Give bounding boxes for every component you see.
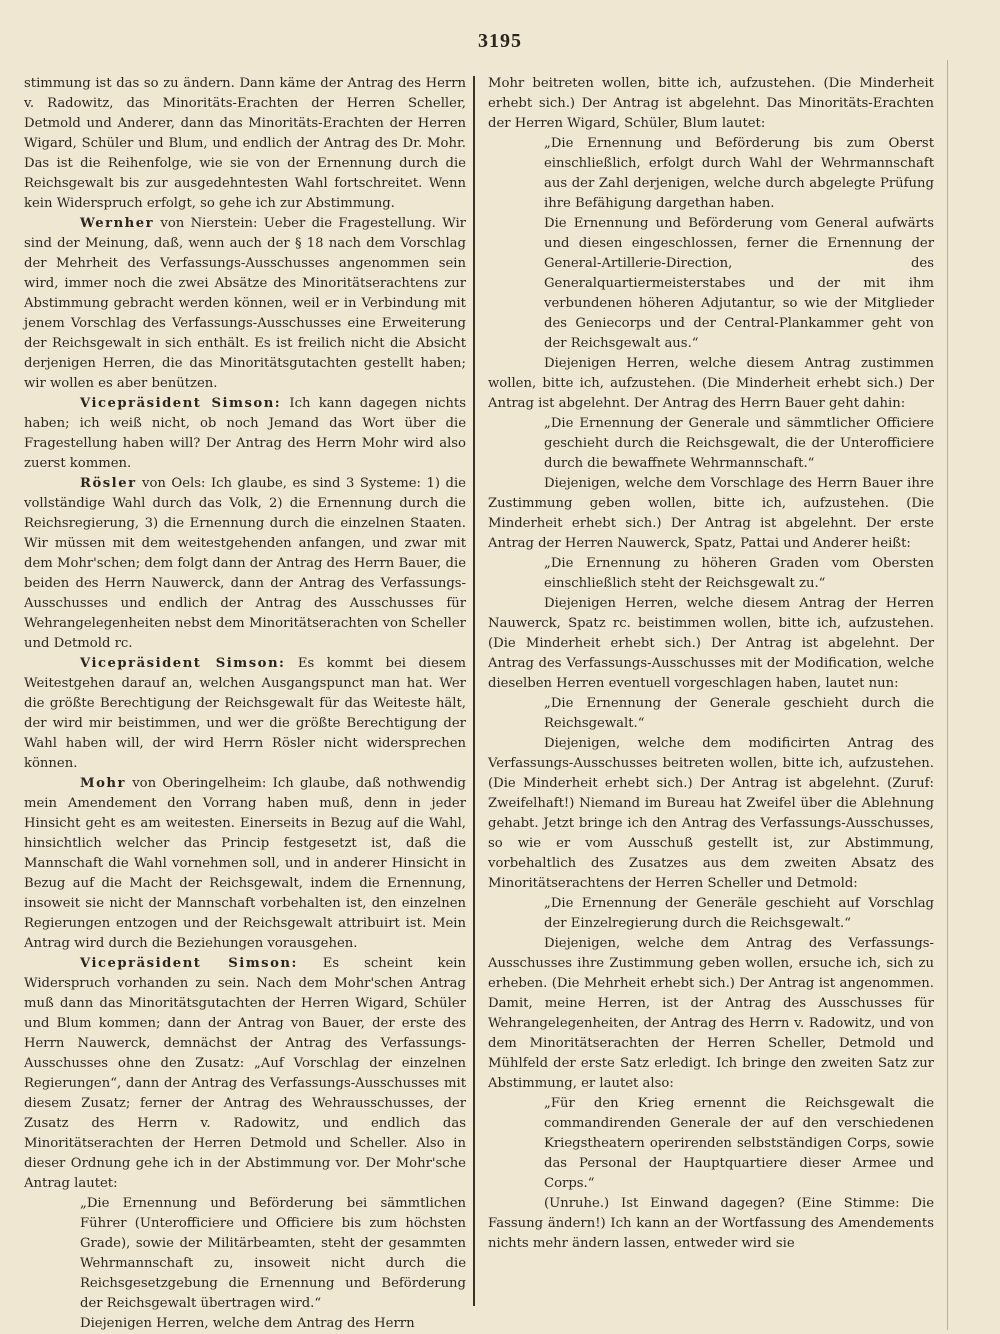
- speech-text: von Oels: Ich glaube, es sind 3 Systeme: 1) die vollständige Wahl durch das Volk, 2) die Ernennung durch die Reichsregierung, 3) die Ernennung durch die einzelnen Staaten. Wir müssen mit dem weitestgehenden anfangen, und zwar mit dem Mohr'schen; dem folgt dann der Antrag des Herrn Bauer, die beiden des Herrn Nauwerck, dann der Antrag des Verfassungs-Ausschusses und endlich der Antrag des Ausschusses für Wehrangelegenheiten nebst dem Minoritätserachten von Scheller und Detmold rc.: [24, 476, 466, 651]
- text-paragraph: Mohr beitreten wollen, bitte ich, aufzustehen. (Die Minderheit erhebt sich.) Der Antrag ist abgelehnt. Das Minoritäts-Erachten der Herren Wigard, Schüler, Blum lautet:: [488, 76, 934, 131]
- quoted-motion: „Die Ernennung und Beförderung bei sämmtlichen Führer (Unterofficiere und Officiere bis zum höchsten Grade), sowie der Militärbeamten, steht der gesammten Wehrmannschaft zu, insoweit nicht durch die Reichsgesetzgebung die Ernennung und Beförderung der Reichsgewalt übertragen wird.“: [80, 1196, 466, 1311]
- text-paragraph: stimmung ist das so zu ändern. Dann käme der Antrag des Herrn v. Radowitz, das Minoritäts-Erachten der Herren Scheller, Detmold und Anderer, dann das Minoritäts-Erachten der Herren Wigard, Schüler und Blum, und endlich der Antrag des Dr. Mohr. Das ist die Reihenfolge, wie sie von der Ernennung durch die Reichsgewalt bis zur ausgedehntesten Wahl fortschreitet. Wenn kein Widerspruch erfolgt, so gehe ich zur Abstimmung.: [24, 76, 466, 211]
- left-column: [24, 74, 466, 1331]
- speech-paragraph: [24, 654, 466, 774]
- speaker-name: Vicepräsident Simson:: [80, 656, 286, 671]
- quoted-motion: „Die Ernennung der Generale und sämmtlicher Officiere geschieht durch die Reichsgewalt, die der Unterofficiere durch die bewaffnete Wehrmannschaft.“: [544, 416, 934, 471]
- speech-text: Ich kann dagegen nichts haben; ich weiß nicht, ob noch Jemand das Wort über die Fragestellung haben will? Der Antrag des Herrn Mohr wird also zuerst kommen.: [24, 396, 466, 471]
- speaker-name: Vicepräsident Simson:: [80, 956, 298, 971]
- quoted-motion: „Die Ernennung und Beförderung bis zum Oberst einschließlich, erfolgt durch Wahl der Wehrmannschaft aus der Zahl derjenigen, welche durch abgelegte Prüfung ihre Befähigung dargethan haben.: [544, 136, 934, 211]
- speaker-name: Wernher: [80, 216, 155, 231]
- text-paragraph: Diejenigen Herren, welche dem Antrag des Herrn: [80, 1316, 415, 1331]
- quoted-motion: „Die Ernennung zu höheren Graden vom Obersten einschließlich steht der Reichsgewalt zu.“: [544, 556, 934, 591]
- speech-paragraph: [24, 954, 466, 1194]
- quoted-motion: Die Ernennung und Beförderung vom General aufwärts und diesen eingeschlossen, ferner die Ernennung der General-Artillerie-Direction, des Generalquartiermeisterstabes und der mit ihm verbundenen höheren Adjutantur, so wie der Mitglieder des Geniecorps und der Central-Plankammer geht von der Reichsgewalt aus.“: [544, 216, 934, 351]
- quoted-motion: „Die Ernennung der Generale geschieht durch die Reichsgewalt.“: [544, 696, 934, 731]
- speaker-name: Mohr: [80, 776, 126, 791]
- speech-paragraph: [24, 474, 466, 654]
- speech-text: Es scheint kein Widerspruch vorhanden zu sein. Nach dem Mohr'schen Antrag muß dann das Minoritätsgutachten der Herren Wigard, Schüler und Blum kommen; dann der Antrag von Bauer, der erste des Herrn Nauwerck, demnächst der Antrag des Verfassungs-Ausschusses ohne den Zusatz: „Auf Vorschlag der einzelnen Regierungen“, dann der Antrag des Verfassungs-Ausschusses mit diesem Zusatz; ferner der Antrag des Wehrausschusses, der Zusatz des Herrn v. Radowitz, und endlich das Minoritätserachten der Herren Detmold und Scheller. Also in dieser Ordnung gehe ich in der Abstimmung vor. Der Mohr'sche Antrag lautet:: [24, 956, 466, 1191]
- speech-text: Es kommt bei diesem Weitestgehen darauf an, welchen Ausgangspunct man hat. Wer die größte Berechtigung der Reichsgewalt für das Weiteste hält, der wird mir beistimmen, und wer die größte Berechtigung der Wahl haben will, der wird Herrn Rösler nicht widersprechen können.: [24, 656, 466, 771]
- page-edge-line: [947, 60, 948, 1330]
- speech-paragraph: [24, 214, 466, 394]
- quoted-motion: „Die Ernennung der Generäle geschieht auf Vorschlag der Einzelregierung durch die Reichsgewalt.“: [544, 896, 934, 931]
- text-paragraph: Diejenigen, welche dem Vorschlage des Herrn Bauer ihre Zustimmung geben wollen, bitte ich, aufzustehen. (Die Minderheit erhebt sich.) Der Antrag ist abgelehnt. Der erste Antrag der Herren Nauwerck, Spatz, Pattai und Anderer heißt:: [488, 476, 934, 551]
- page-number: 3195: [478, 30, 522, 52]
- speech-paragraph: [24, 394, 466, 474]
- speech-text: von Nierstein: Ueber die Fragestellung. Wir sind der Meinung, daß, wenn auch der § 18 nach dem Vorschlag der Mehrheit des Verfassungs-Ausschusses angenommen sein wird, immer noch die zwei Absätze des Minoritätserachtens zur Abstimmung gebracht werden können, weil er in Verbindung mit jenem Vorschlag des Verfassungs-Ausschusses eine Erweiterung der Reichsgewalt in sich enthält. Es ist freilich nicht die Absicht derjenigen Herren, die das Minoritätsgutachten gestellt haben; wir wollen es aber benützen.: [24, 216, 466, 391]
- text-paragraph: (Unruhe.) Ist Einwand dagegen? (Eine Stimme: Die Fassung ändern!) Ich kann an der Wortfassung des Amendements nichts mehr ändern lassen, entweder wird sie: [488, 1196, 934, 1251]
- speaker-name: Rösler: [80, 476, 137, 491]
- right-column: [488, 74, 934, 1319]
- text-paragraph: Diejenigen Herren, welche diesem Antrag zustimmen wollen, bitte ich, aufzustehen. (Die Minderheit erhebt sich.) Der Antrag ist abgelehnt. Der Antrag des Herrn Bauer geht dahin:: [488, 356, 934, 411]
- quoted-motion: „Für den Krieg ernennt die Reichsgewalt die commandirenden Generale der auf den verschiedenen Kriegstheatern operirenden selbstständigen Corps, sowie das Personal der Hauptquartiere dieser Armee und Corps.“: [544, 1096, 934, 1191]
- column-divider: [473, 76, 475, 1306]
- speech-paragraph: [24, 774, 466, 954]
- speech-text: von Oberingelheim: Ich glaube, daß nothwendig mein Amendement den Vorrang haben muß, denn in jeder Hinsicht geht es am weitesten. Einerseits in Bezug auf die Wahl, hinsichtlich welcher das Princip festgesetzt ist, daß die Mannschaft die Wahl vornehmen soll, und in anderer Hinsicht in Bezug auf die Macht der Reichsgewalt, indem die Ernennung, insoweit sie nicht der Mannschaft vorbehalten ist, den einzelnen Regierungen entzogen und der Reichsgewalt attribuirt ist. Mein Antrag wird durch die Beziehungen vorausgehen.: [24, 776, 466, 951]
- speaker-name: Vicepräsident Simson:: [80, 396, 282, 411]
- text-paragraph: Diejenigen, welche dem Antrag des Verfassungs-Ausschusses ihre Zustimmung geben wollen, ersuche ich, sich zu erheben. (Die Mehrheit erhebt sich.) Der Antrag ist angenommen. Damit, meine Herren, ist der Antrag des Ausschusses für Wehrangelegenheiten, der Antrag des Herrn v. Radowitz, und von dem Minoritätserachten der Herren Scheller, Detmold und Mühlfeld der erste Satz erledigt. Ich bringe den zweiten Satz zur Abstimmung, er lautet also:: [488, 936, 934, 1091]
- text-paragraph: Diejenigen, welche dem modificirten Antrag des Verfassungs-Ausschusses beitreten wollen, bitte ich, aufzustehen. (Die Minderheit erhebt sich.) Der Antrag ist abgelehnt. (Zuruf: Zweifelhaft!) Niemand im Bureau hat Zweifel über die Ablehnung gehabt. Jetzt bringe ich den Antrag des Verfassungs-Ausschusses, so wie er vom Ausschuß gestellt ist, zur Abstimmung, vorbehaltlich des Zusatzes aus dem zweiten Absatz des Minoritätserachtens der Herren Scheller und Detmold:: [488, 736, 934, 891]
- text-paragraph: Diejenigen Herren, welche diesem Antrag der Herren Nauwerck, Spatz rc. beistimmen wollen, bitte ich, aufzustehen. (Die Minderheit erhebt sich.) Der Antrag ist abgelehnt. Der Antrag des Verfassungs-Ausschusses mit der Modification, welche dieselben Herren eventuell vorgeschlagen haben, lautet nun:: [488, 596, 934, 691]
